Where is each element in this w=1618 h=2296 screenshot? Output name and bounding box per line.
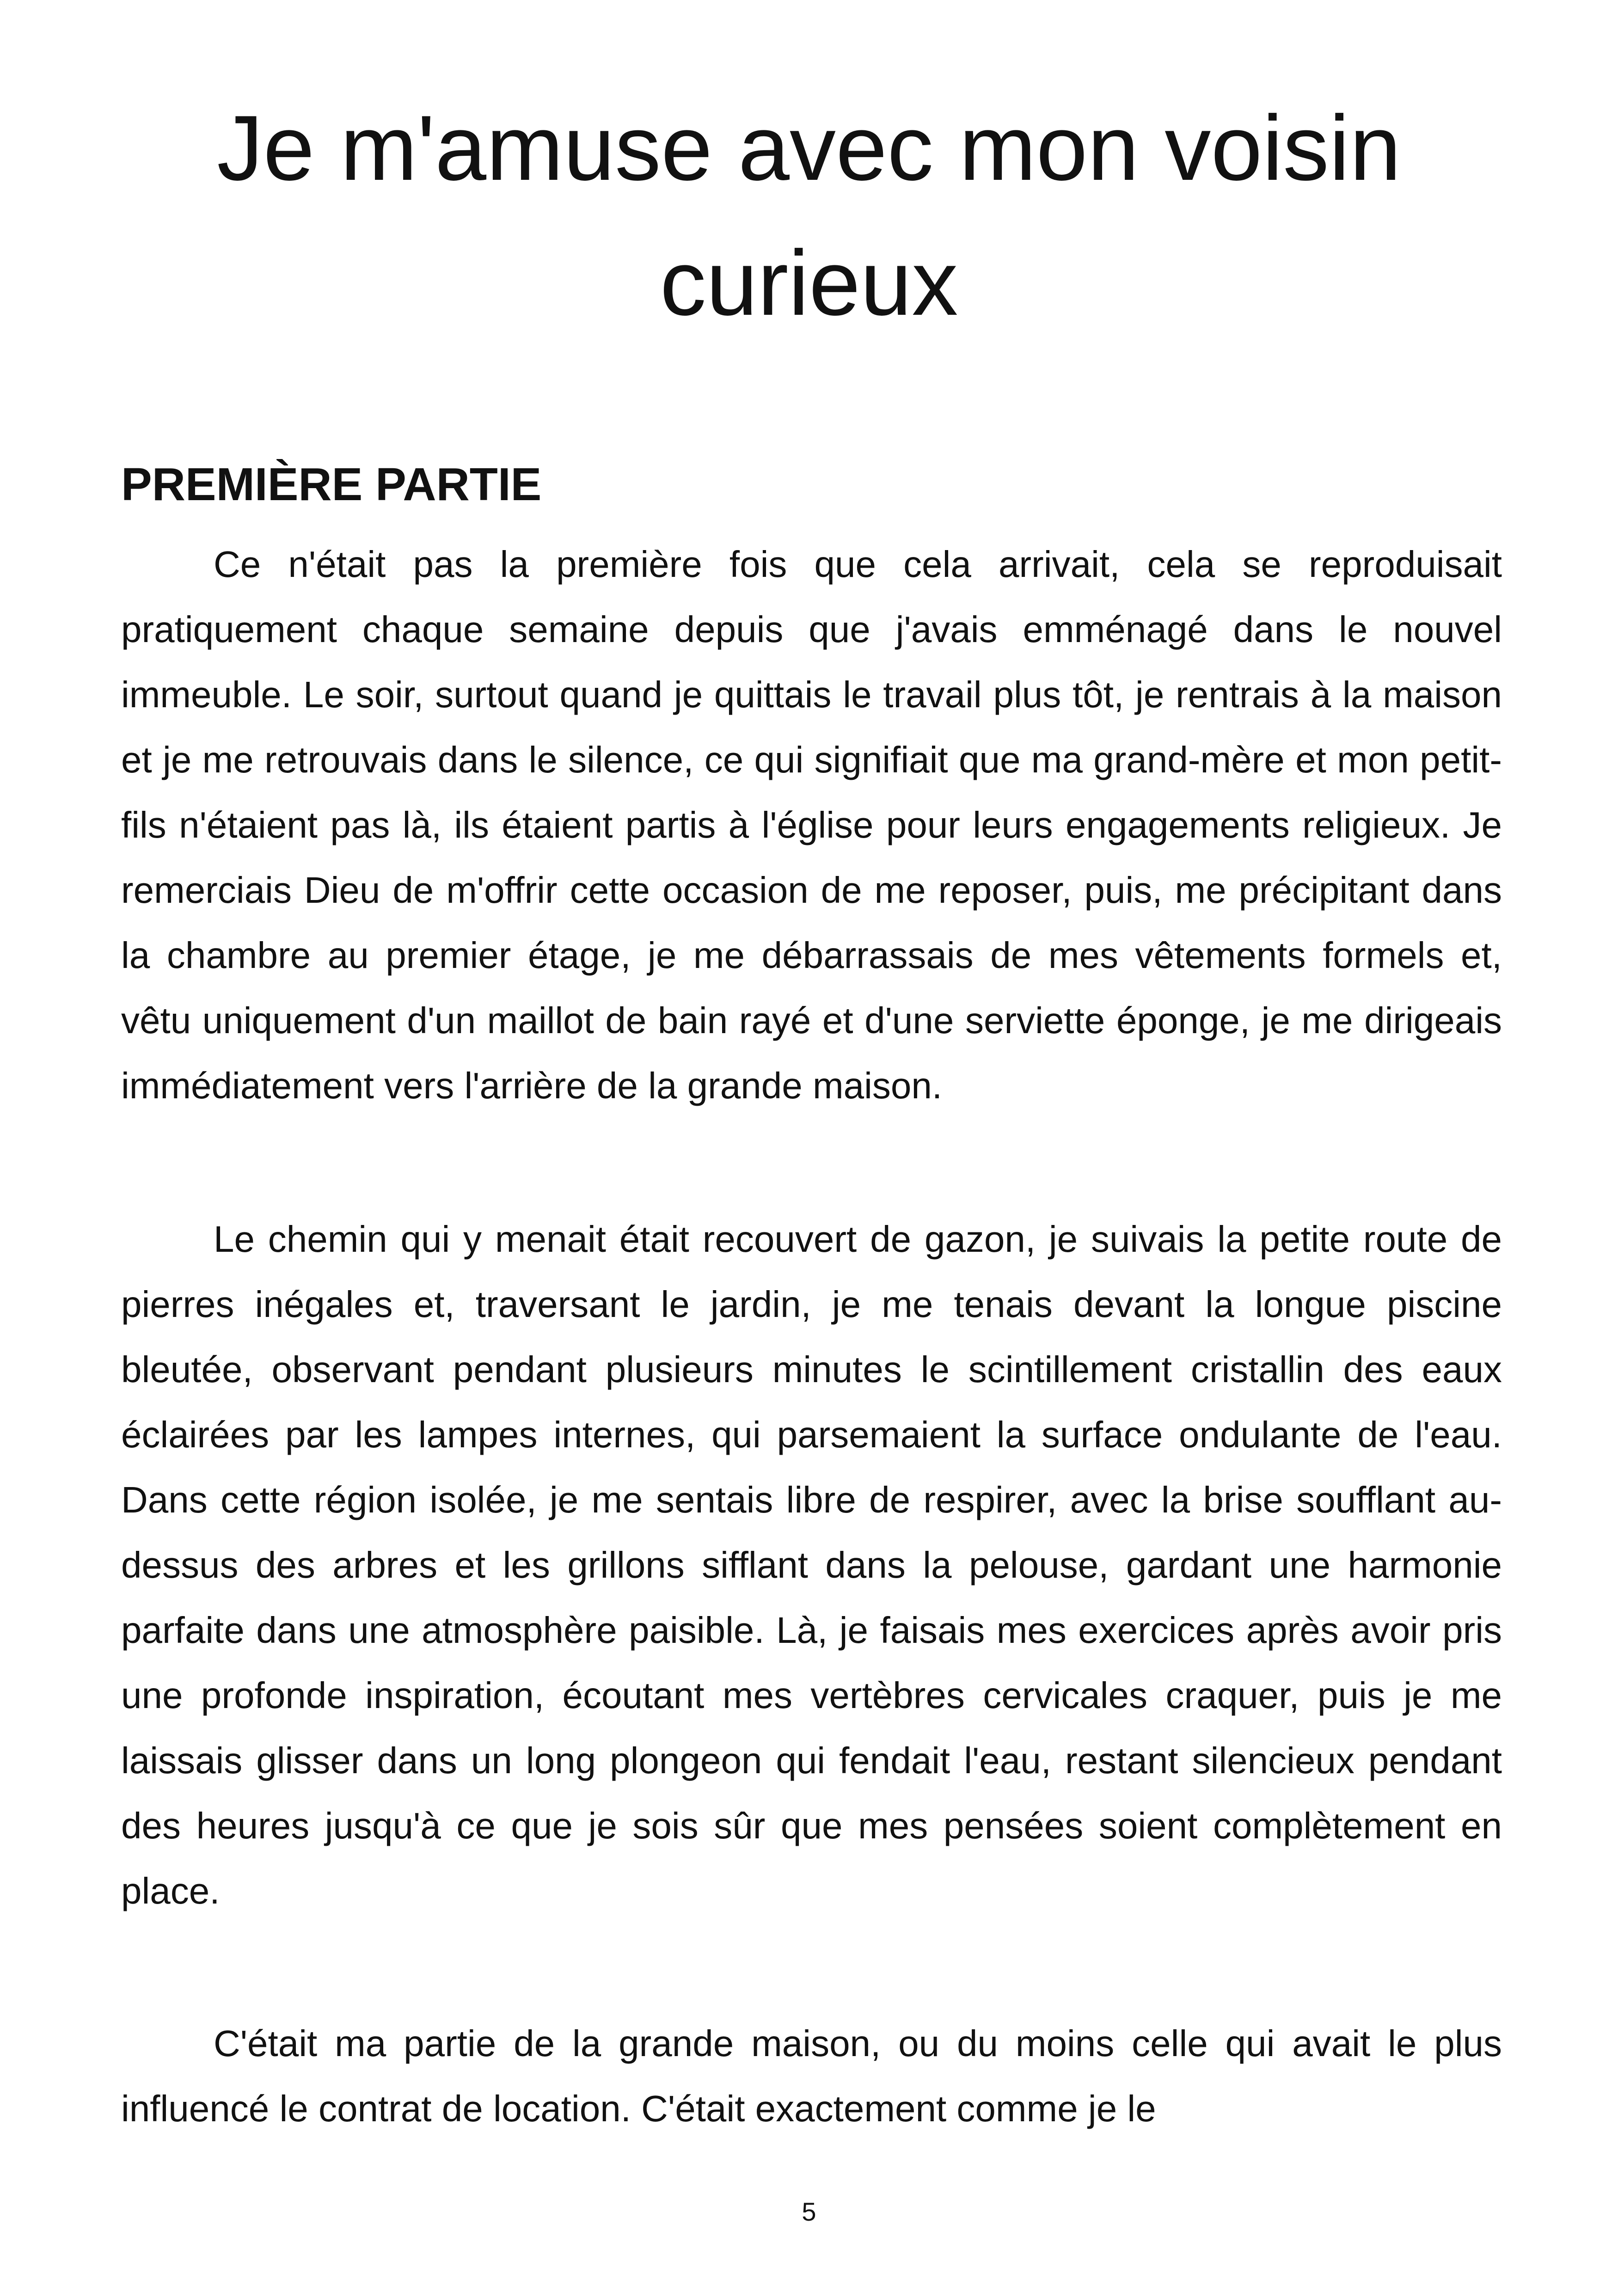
section-heading: PREMIÈRE PARTIE	[121, 459, 542, 510]
body-paragraph: Le chemin qui y menait était recouvert de gazon, je suivais la petite route de pierres inégales et, traversant le jardin, je me tenais devant la longue piscine bleutée, observant pendant plusieurs minutes le scintillement cristallin des eaux éclairées par les lampes internes, qui parsemaient la surface ondulante de l'eau. Dans cette région isolée, je me sentais libre de respirer, avec la brise soufflant au-dessus des arbres et les grillons sifflant dans la pelouse, gardant une harmonie parfaite dans une atmosphère paisible. Là, je faisais mes exercices après avoir pris une profonde inspiration, écoutant mes vertèbres cervicales craquer, puis je me laissais glisser dans un long plongeon qui fendait l'eau, restant silencieux pendant des heures jusqu'à ce que je sois sûr que mes pensées soient complètement en place.	[121, 1218, 1502, 1911]
page-title: Je m'amuse avec mon voisin curieux	[217, 97, 1401, 335]
body-paragraph: C'était ma partie de la grande maison, ou du moins celle qui avait le plus influencé le contrat de location. C'était exactement comme je le	[121, 2023, 1502, 2129]
body-paragraph: Ce n'était pas la première fois que cela arrivait, cela se reproduisait pratiquement chaque semaine depuis que j'avais emménagé dans le nouvel immeuble. Le soir, surtout quand je quittais le travail plus tôt, je rentrais à la maison et je me retrouvais dans le silence, ce qui signifiait que ma grand-mère et mon petit-fils n'étaient pas là, ils étaient partis à l'église pour leurs engagements religieux. Je remerciais Dieu de m'offrir cette occasion de me reposer, puis, me précipitant dans la chambre au premier étage, je me débarrassais de mes vêtements formels et, vêtu uniquement d'un maillot de bain rayé et d'une serviette éponge, je me dirigeais immédiatement vers l'arrière de la grande maison.	[121, 544, 1502, 1106]
page-number: 5	[802, 2197, 816, 2226]
